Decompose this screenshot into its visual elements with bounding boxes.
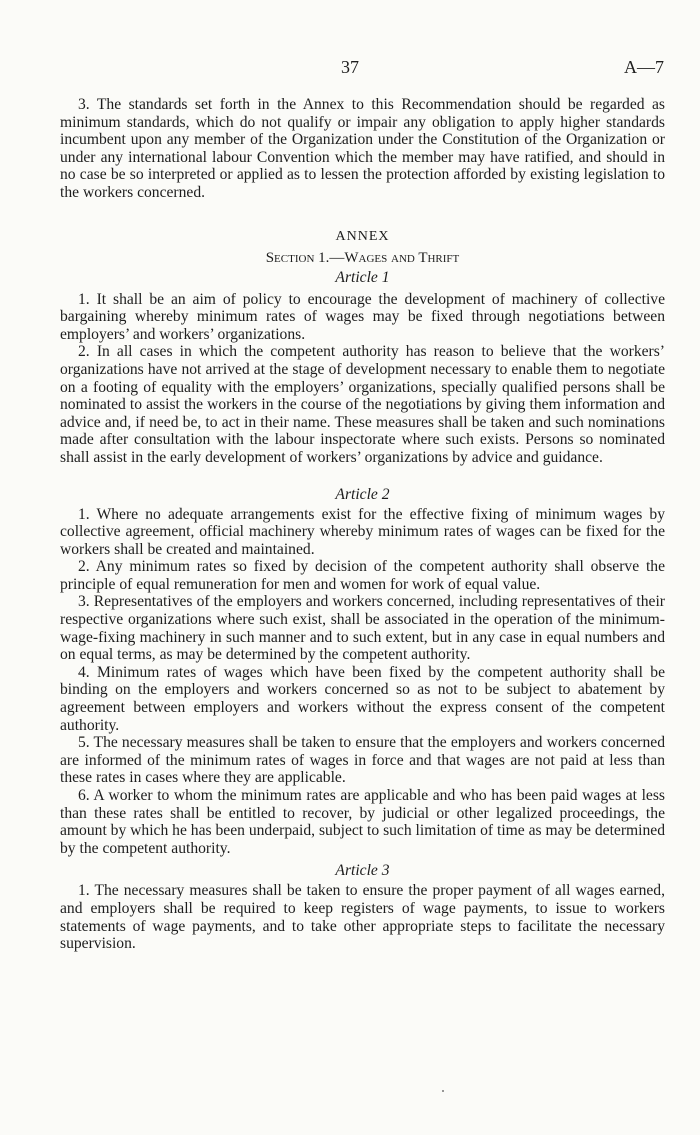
article-2-paragraph-6: 6. A worker to whom the minimum rates are applicable and who has been paid wages at less than these rates shall be entitled to recover, by judicial or other legalized proceedings, the amount by which he has been underpaid, subject to such limitation of time as may be determined by the competent authority.: [60, 787, 665, 857]
annex-heading: ANNEX: [335, 228, 390, 244]
page-number: 37: [341, 57, 359, 77]
page-body: [60, 96, 665, 953]
article-2-paragraph-3: 3. Representatives of the employers and workers concerned, including representatives of their respective organizations where such exist, shall be associated in the operation of the minimum-wage-fixing machinery in such manner and to such extent, but in any case in equal numbers and on equal terms, as may be determined by the competent authority.: [60, 593, 665, 664]
article-2-paragraph-2: 2. Any minimum rates so fixed by decision of the competent authority shall observe the principle of equal remuneration for men and women for work of equal value.: [60, 558, 665, 593]
intro-paragraph-3: 3. The standards set forth in the Annex to this Recommendation should be regarded as minimum standards, which do not qualify or impair any obligation to apply higher standards incumbent upon any member of the Organization under the Constitution of the Organization or under any international labour Convention which the member may have ratified, and should in no case be so interpreted or applied as to lessen the protection afforded by existing legislation to the workers concerned.: [60, 96, 665, 201]
article-1-paragraph-2: 2. In all cases in which the competent authority has reason to believe that the workers’ organizations have not arrived at the stage of development necessary to enable them to negotiate on a footing of equality with the employers’ organizations, specially qualified persons shall be nominated to assist the workers in the course of the negotiations by giving them information and advice and, if need be, to act in their name. These measures shall be taken and such nominations made after consultation with the labour inspectorate where such exists. Persons so nominated shall assist in the early development of workers’ organizations by advice and guidance.: [60, 343, 665, 466]
article-2-paragraph-4: 4. Minimum rates of wages which have been fixed by the competent authority shall be binding on the employers and workers concerned so as not to be subject to abatement by agreement between employers and workers without the express consent of the competent authority.: [60, 663, 665, 734]
article-2-heading: Article 2: [335, 485, 390, 503]
article-1-heading: Article 1: [335, 268, 390, 286]
article-2-paragraph-5: 5. The necessary measures shall be taken to ensure that the employers and workers concerned are informed of the minimum rates of wages in force and that wages are not paid at less than these rates in cases where they are applicable.: [60, 734, 665, 787]
article-1-paragraph-1: 1. It shall be an aim of policy to encourage the development of machinery of collective bargaining whereby minimum rates of wages may be fixed through negotiations between employers’ and workers’ organizations.: [60, 290, 665, 343]
section-heading: Section 1.—Wages and Thrift: [265, 249, 460, 266]
article-2-paragraph-1: 1. Where no adequate arrangements exist for the effective fixing of minimum wages by collective agreement, official machinery whereby minimum rates of wages can be fixed for the workers shall be created and maintained.: [60, 505, 665, 558]
article-3-paragraph-1: 1. The necessary measures shall be taken to ensure the proper payment of all wages earned, and employers shall be required to keep registers of wage payments, to issue to workers statements of wage payments, and to take other appropriate steps to facilitate the necessary supervision.: [60, 882, 665, 953]
article-3-heading: Article 3: [335, 862, 390, 880]
scan-speck: [442, 1090, 444, 1092]
document-reference: A—7: [624, 57, 664, 77]
